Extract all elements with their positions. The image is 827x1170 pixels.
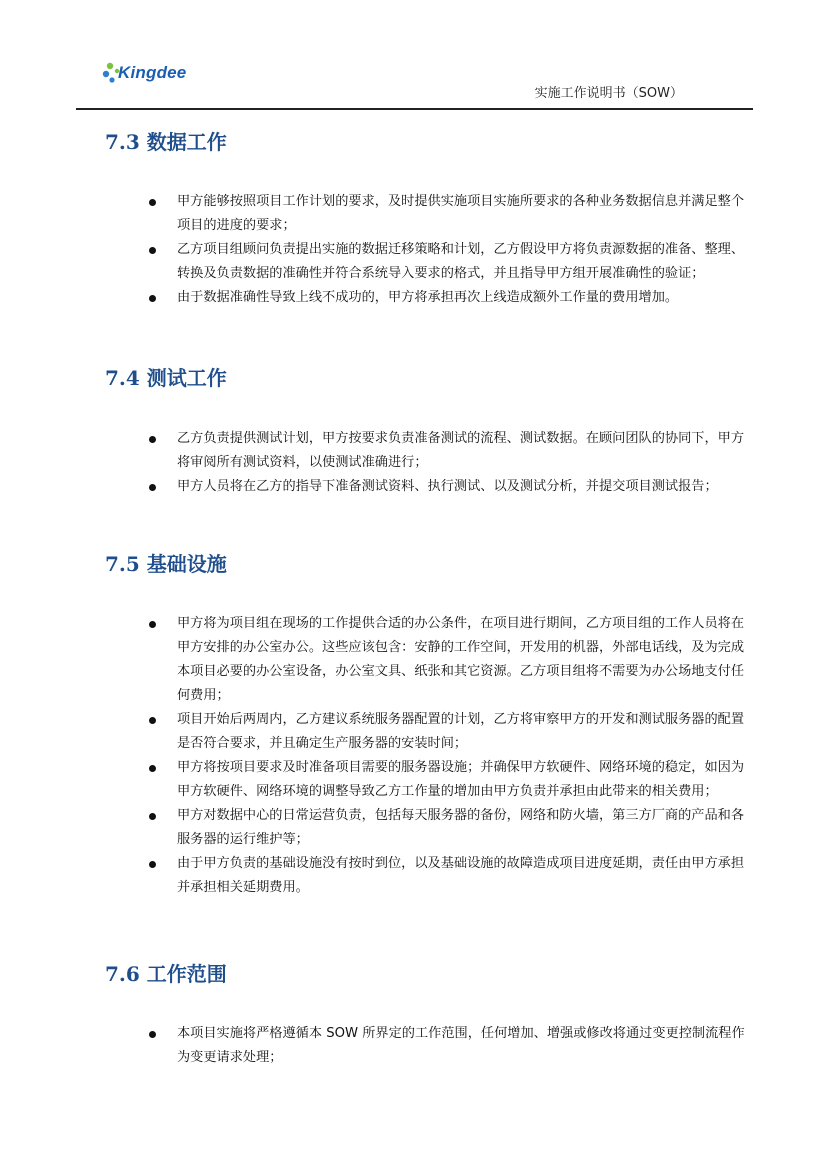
bullet-icon [149, 484, 156, 491]
section-heading-7-3: 7.3 数据工作 [105, 130, 227, 154]
list-item-text: 由于甲方负责的基础设施没有按时到位，以及基础设施的故障造成项目进度延期，责任由甲方承担并承担相关延期费用。 [177, 856, 745, 895]
list-item [145, 612, 755, 708]
list-item [145, 238, 755, 286]
list-item-text: 乙方项目组顾问负责提出实施的数据迁移策略和计划，乙方假设甲方将负责源数据的准备、整理、转换及负责数据的准确性并符合系统导入要求的格式，并且指导甲方组开展准确性的验证； [177, 242, 745, 281]
list-item [145, 708, 755, 756]
bullet-icon [149, 621, 156, 628]
bullet-icon [149, 199, 156, 206]
bullet-icon [149, 717, 156, 724]
section-heading-7-4: 7.4 测试工作 [105, 366, 227, 390]
logo-text: Kingdee [118, 63, 187, 82]
list-item-text: 项目开始后两周内，乙方建议系统服务器配置的计划，乙方将审察甲方的开发和测试服务器的配置是否符合要求，并且确定生产服务器的安装时间； [177, 712, 745, 751]
section-7-5-list [145, 612, 755, 900]
list-item-text: 由于数据准确性导致上线不成功的，甲方将承担再次上线造成额外工作量的费用增加。 [177, 290, 679, 305]
list-item-text: 甲方将为项目组在现场的工作提供合适的办公条件，在项目进行期间，乙方项目组的工作人员将在甲方安排的办公室办公。这些应该包含：安静的工作空间，开发用的机器，外部电话线，及为完成本项目必要的办公室设备，办公室文具、纸张和其它资源。乙方项目组将不需要为办公场地支付任何费用； [177, 616, 745, 703]
bullet-icon [149, 813, 156, 820]
section-heading-7-6: 7.6 工作范围 [105, 962, 227, 986]
list-item-text: 甲方对数据中心的日常运营负责，包括每天服务器的备份，网络和防火墙，第三方厂商的产品和各服务器的运行维护等； [177, 808, 745, 847]
page-header [76, 52, 753, 110]
list-item [145, 286, 755, 310]
bullet-icon [149, 765, 156, 772]
bullet-icon [149, 295, 156, 302]
kingdee-logo [76, 52, 194, 94]
section-7-4-list [145, 427, 755, 499]
list-item-text: 本项目实施将严格遵循本 SOW 所界定的工作范围，任何增加、增强或修改将通过变更控制流程作为变更请求处理； [177, 1026, 745, 1065]
list-item-text: 甲方人员将在乙方的指导下准备测试资料、执行测试、以及测试分析，并提交项目测试报告； [177, 479, 718, 494]
list-item-text: 乙方负责提供测试计划，甲方按要求负责准备测试的流程、测试数据。在顾问团队的协同下，甲方将审阅所有测试资料，以使测试准确进行； [177, 431, 745, 470]
section-heading-7-5: 7.5 基础设施 [105, 552, 227, 576]
bullet-icon [149, 1031, 156, 1038]
bullet-icon [149, 861, 156, 868]
list-item [145, 190, 755, 238]
section-7-6-list [145, 1022, 755, 1070]
list-item [145, 1022, 755, 1070]
document-title: 实施工作说明书（SOW） [534, 86, 683, 101]
section-7-3-list [145, 190, 755, 310]
list-item [145, 475, 755, 499]
bullet-icon [149, 247, 156, 254]
list-item-text: 甲方能够按照项目工作计划的要求，及时提供实施项目实施所要求的各种业务数据信息并满足整个项目的进度的要求； [177, 194, 745, 233]
list-item [145, 756, 755, 804]
list-item [145, 427, 755, 475]
list-item [145, 804, 755, 852]
list-item [145, 852, 755, 900]
list-item-text: 甲方将按项目要求及时准备项目需要的服务器设施；并确保甲方软硬件、网络环境的稳定，如因为甲方软硬件、网络环境的调整导致乙方工作量的增加由甲方负责并承担由此带来的相关费用； [177, 760, 745, 799]
bullet-icon [149, 436, 156, 443]
header-divider [76, 108, 753, 110]
